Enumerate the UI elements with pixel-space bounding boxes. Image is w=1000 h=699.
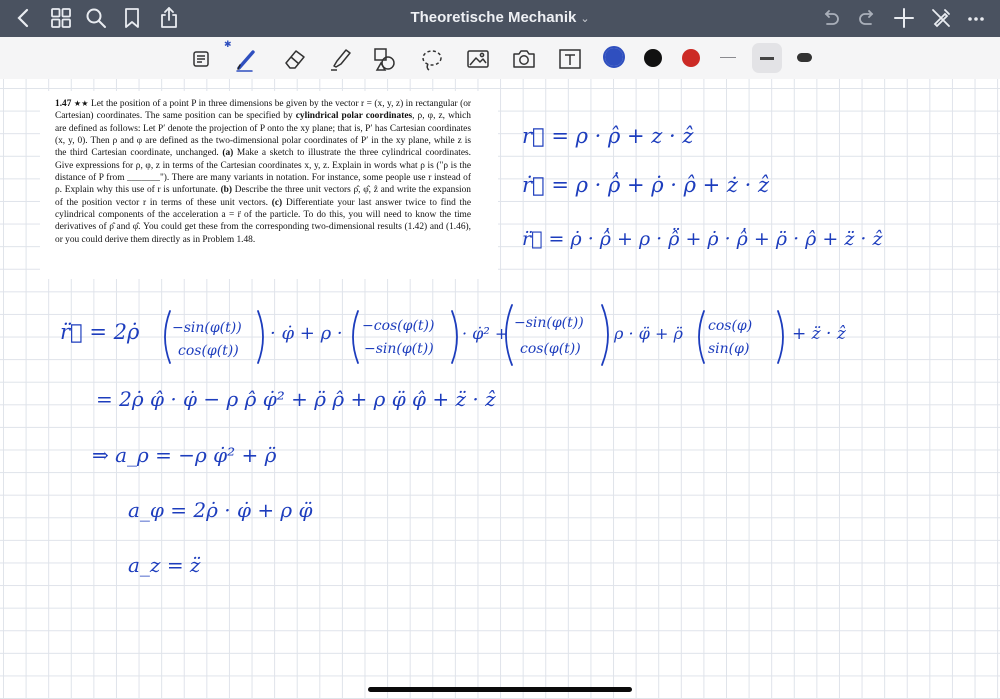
problem-text-part-4: Describe the three unit vectors ρ̂, φ̂, ẑ and write the expansion of the position vector r in terms of these unit vectors. bbox=[55, 185, 471, 208]
stroke-thin[interactable] bbox=[720, 57, 736, 58]
hw-simplified: = 2ρ̇ φ̂ · φ̇ − ρ ρ̂ φ̇² + ρ̈ ρ̂ + ρ φ̈ φ̂ + z̈ · ẑ bbox=[96, 387, 496, 411]
hw-a-z: a_z = z̈ bbox=[128, 553, 201, 577]
document-scan-icon[interactable] bbox=[188, 46, 214, 72]
problem-part-b-label: (b) bbox=[220, 185, 233, 196]
bracket-4-left bbox=[699, 311, 704, 363]
navigation-bar bbox=[0, 0, 1000, 37]
add-icon[interactable] bbox=[892, 6, 916, 30]
problem-stars: ★★ bbox=[73, 99, 89, 108]
problem-text-part-5: Differentiate your last answer twice to find the cylindrical components of the acceleration a = r̈ of the particle. To do this, you will need to know the time derivatives of ρ̂ and φ̂. You could get these from the corresponding two-dimensional results (1.42) and (1.46), or you could derive them directly as in Problem 1.48. bbox=[55, 197, 472, 245]
hw-matrix-3-top: −sin(φ(t)) bbox=[514, 315, 584, 331]
problem-text-part-1: Let the position of a point P in three dimensions be given by the vector r = (x, y, z) in rectangular (or Cartesian) coordinates. The same position can be specified by bbox=[55, 99, 472, 122]
more-icon[interactable] bbox=[964, 6, 988, 30]
hw-matrix-3-bottom: cos(φ(t)) bbox=[520, 341, 581, 357]
hw-matrix-4-bottom: sin(φ) bbox=[708, 341, 750, 357]
eraser-icon[interactable] bbox=[282, 46, 308, 72]
hw-acc-term-5: + z̈ · ẑ bbox=[792, 324, 846, 344]
hw-matrix-2-top: −cos(φ(t)) bbox=[362, 318, 435, 334]
document-title-button[interactable] bbox=[410, 4, 600, 32]
text-icon[interactable] bbox=[557, 46, 583, 72]
grid-icon[interactable] bbox=[49, 6, 73, 30]
bracket-1-left bbox=[165, 311, 170, 363]
hw-a-phi: a_φ = 2ρ̇ · φ̇ + ρ φ̈ bbox=[128, 498, 313, 522]
hw-acc-term-3: · φ̇² + bbox=[462, 324, 509, 343]
hw-matrix-2-bottom: −sin(φ(t)) bbox=[364, 341, 434, 357]
hw-position: r⃗ = ρ · ρ̂ + z · ẑ bbox=[522, 124, 694, 148]
color-swatch-black[interactable] bbox=[644, 49, 662, 67]
redo-icon[interactable] bbox=[856, 6, 880, 30]
share-icon[interactable] bbox=[157, 6, 181, 30]
hw-acc-term-1: r̈⃗ = 2ρ̇ bbox=[60, 320, 140, 344]
problem-text-part-3: Make a sketch to illustrate the three cylindrical coordinates. Give expressions for ρ, φ, z in terms of the Cartesian coordinates x, y, z. Explain in words what ρ is ("ρ is the distance of P from _______"). There are many variants in notation. For instance, some people use r instead of ρ. Explain why this use of r is unfortunate. bbox=[55, 148, 471, 196]
bracket-2-right bbox=[452, 311, 457, 363]
notebook-page[interactable] bbox=[0, 79, 1000, 699]
lasso-icon[interactable] bbox=[419, 46, 445, 72]
bracket-2-left bbox=[353, 311, 358, 363]
bookmark-icon[interactable] bbox=[120, 6, 144, 30]
hw-matrix-4-top: cos(φ) bbox=[708, 318, 753, 334]
home-indicator[interactable] bbox=[368, 687, 632, 692]
hw-matrix-1-top: −sin(φ(t)) bbox=[172, 320, 242, 336]
problem-part-c-label: (c) bbox=[271, 197, 283, 208]
hw-matrix-1-bottom: cos(φ(t)) bbox=[178, 343, 239, 359]
highlighter-icon[interactable] bbox=[328, 46, 354, 72]
pen-off-icon[interactable] bbox=[929, 6, 953, 30]
chevron-down-icon: ⌄ bbox=[580, 13, 590, 25]
stroke-thick[interactable] bbox=[797, 53, 812, 62]
undo-icon[interactable] bbox=[818, 6, 842, 30]
bracket-3-left bbox=[506, 305, 512, 365]
hw-acc-term-4: ρ · φ̈ + ρ̈ bbox=[614, 324, 683, 343]
hw-a-rho: ⇒ a_ρ = −ρ φ̇² + ρ̈ bbox=[92, 443, 277, 467]
bracket-3-right bbox=[602, 305, 608, 365]
problem-part-a-label: (a) bbox=[222, 148, 234, 159]
camera-icon[interactable] bbox=[511, 46, 537, 72]
back-icon[interactable] bbox=[12, 6, 36, 30]
document-title-text: Theoretische Mechanik bbox=[410, 9, 577, 26]
hw-acceleration-general: r̈⃗ = ρ̇ · ρ̂̇ + ρ · ρ̂̈ + ρ̇ · ρ̂̇ + ρ̈ · ρ̂ + z̈ · ẑ bbox=[522, 228, 883, 250]
search-icon[interactable] bbox=[84, 6, 108, 30]
color-swatch-red[interactable] bbox=[682, 49, 700, 67]
problem-text-part-2: , ρ, φ, z, which are defined as follows: Let P′ denote the projection of P onto the xy plane; that is, P′ has Cartesian coordinates (x, y, 0). Then ρ and φ are defined as the two-dimensional polar coordinates of P′ in the xy plane, while z is the third Cartesian coordinate, unchanged. bbox=[55, 111, 471, 159]
handwritten-notes bbox=[0, 79, 1000, 699]
image-icon[interactable] bbox=[465, 46, 491, 72]
drawing-toolbar bbox=[0, 37, 1000, 80]
hw-velocity: ṙ⃗ = ρ · ρ̂̇ + ρ̇ · ρ̂ + ż · ẑ bbox=[522, 173, 770, 197]
bluetooth-icon: ✱ bbox=[224, 39, 232, 49]
problem-bold-term: cylindrical polar coordinates bbox=[295, 111, 413, 122]
stroke-medium-line bbox=[760, 57, 774, 60]
pen-icon[interactable] bbox=[234, 46, 260, 72]
hw-acc-term-2: · φ̇ + ρ · bbox=[270, 323, 343, 344]
problem-number: 1.47 bbox=[55, 99, 72, 109]
bracket-4-right bbox=[778, 311, 783, 363]
shapes-icon[interactable] bbox=[372, 46, 398, 72]
color-swatch-blue[interactable] bbox=[605, 48, 623, 66]
bracket-1-right bbox=[258, 311, 263, 363]
